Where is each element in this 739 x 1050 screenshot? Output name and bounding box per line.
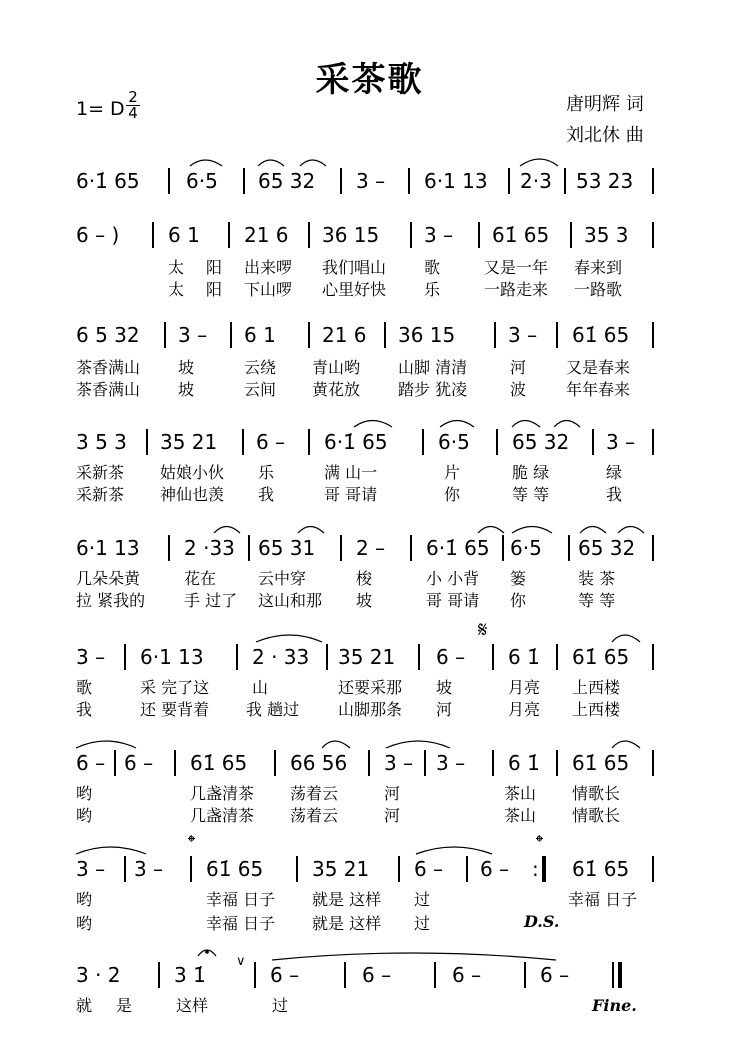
lyric: 采新茶 <box>76 463 125 482</box>
lyric: 脆 绿 <box>512 463 550 482</box>
lyric: 山脚那条 <box>338 700 403 719</box>
lyric: 踏步 犹凌 <box>398 380 468 399</box>
lyric: 神仙也羡 <box>160 485 225 504</box>
lyric: 姑娘小伙 <box>160 463 225 482</box>
slur <box>190 160 222 166</box>
measure: 3 – <box>384 751 414 775</box>
lyric: 是 <box>116 996 133 1015</box>
slur <box>554 421 580 428</box>
tie <box>76 741 136 748</box>
measure: 6 – <box>124 751 154 775</box>
slur <box>618 527 644 534</box>
lyric: 我 趟过 <box>246 700 300 719</box>
measure: 6 1̇ <box>508 751 540 775</box>
lyric: 你 <box>444 485 461 504</box>
lyric: 幸福 日子 <box>568 890 638 909</box>
slur <box>214 527 240 534</box>
measure: 6 – <box>452 963 482 987</box>
measure: 3 – <box>178 323 208 347</box>
lyric: 心里好快 <box>322 280 387 299</box>
tie <box>272 953 556 960</box>
lyric: 乐 <box>424 280 441 299</box>
lyric: 波 <box>510 380 527 399</box>
lyric: 上西楼 <box>572 700 621 719</box>
measure: 6·1 13 <box>140 645 204 669</box>
measure: 6 1 <box>168 223 200 247</box>
lyric: 歌 <box>76 678 93 697</box>
lyric: 就是 这样 <box>312 914 382 933</box>
lyric: 哟 <box>76 806 93 825</box>
measure: 6 1 <box>244 323 276 347</box>
measure: 3 5 3 <box>76 430 127 454</box>
lyric: 青山哟 <box>312 358 361 377</box>
measure: 6 – <box>414 857 444 881</box>
key-signature: 1= D <box>76 98 125 120</box>
slur <box>612 635 640 642</box>
segno-icon: 𝄋 <box>478 618 488 643</box>
lyric: 河 <box>436 700 453 719</box>
measure: 35 3 <box>584 223 629 247</box>
lyric: 又是一年 <box>484 258 549 277</box>
lyric: 坡 <box>178 358 195 377</box>
lyric: 梭 <box>356 569 373 588</box>
measure: 6 – <box>436 645 466 669</box>
lyric: 坡 <box>436 678 453 697</box>
lyric: 我 <box>76 700 93 719</box>
measure: 65 31 <box>258 536 316 560</box>
lyric: 阳 <box>206 258 223 277</box>
lyric: 你 <box>510 591 527 610</box>
measure: 6·5 <box>186 169 218 193</box>
measure: 61̇ 65 <box>572 323 630 347</box>
measure: 2 – <box>356 536 386 560</box>
measure: 3 · 2 <box>76 963 121 987</box>
lyric: 就 <box>76 996 93 1015</box>
lyric: 乐 <box>258 463 275 482</box>
dal-segno-mark: D.S. <box>524 912 560 931</box>
fermata-dot <box>205 950 209 954</box>
slur <box>512 527 552 534</box>
lyric: 装 茶 <box>578 569 616 588</box>
lyric: 月亮 <box>508 700 541 719</box>
lyric: 哟 <box>76 914 93 933</box>
lyric: 过 <box>414 914 431 933</box>
song-title: 采茶歌 <box>315 60 424 100</box>
measure: 35 21 <box>312 857 370 881</box>
lyric: 河 <box>510 358 527 377</box>
lyric: 山脚 清清 <box>398 358 468 377</box>
lyric: 过 <box>272 996 289 1015</box>
measure: 35 21 <box>160 430 218 454</box>
slur <box>298 527 324 534</box>
measure: 6 – <box>540 963 570 987</box>
lyric: 太 <box>168 280 185 299</box>
tie <box>416 847 492 854</box>
lyric: 茶山 <box>504 806 537 825</box>
lyricist-credit: 唐明辉 词 <box>566 94 644 115</box>
lyric: 片 <box>444 463 461 482</box>
time-signature-bottom: 4 <box>128 104 138 122</box>
lyric: 哟 <box>76 784 93 803</box>
lyric: 等 等 <box>578 591 616 610</box>
lyric: 山 <box>252 678 269 697</box>
measure: 6·1 13 <box>424 169 488 193</box>
lyric: 小 小背 <box>426 569 480 588</box>
measure: 6·1̇ 65 <box>426 536 490 560</box>
lyric: 我 <box>258 485 275 504</box>
slur <box>300 160 326 166</box>
lyric: 又是春来 <box>566 358 631 377</box>
lyric: 满 山一 <box>324 463 378 482</box>
lyric: 这山和那 <box>258 591 323 610</box>
measure: 2·3 <box>520 169 552 193</box>
measure: 36 15 <box>398 323 456 347</box>
slur <box>612 741 640 748</box>
slur <box>580 527 606 534</box>
tie <box>76 847 146 854</box>
measure: 21 6 <box>322 323 367 347</box>
lyric: 一路走来 <box>484 280 549 299</box>
measure: 3 – <box>424 223 454 247</box>
slur <box>440 421 474 428</box>
measure: 53 23 <box>576 169 634 193</box>
slur <box>256 635 322 642</box>
lyric: 太 <box>168 258 185 277</box>
measure: 6·5 <box>438 430 470 454</box>
lyric: 一路歌 <box>574 280 623 299</box>
measure: 65 32 <box>258 169 316 193</box>
lyric: 歌 <box>424 258 441 277</box>
measure: 61̇ 65 <box>492 223 550 247</box>
measure: 3 – <box>356 169 386 193</box>
measure: 6·1 13 <box>76 536 140 560</box>
lyric: 几盏清茶 <box>190 806 255 825</box>
measure: 61̇ 65 <box>572 645 630 669</box>
lyric: 幸福 日子 <box>206 914 276 933</box>
lyric: 幸福 日子 <box>206 890 276 909</box>
lyric: 采新茶 <box>76 485 125 504</box>
measure: 6 – <box>480 857 510 881</box>
lyric: 荡着云 <box>290 806 339 825</box>
measure: 61̇ 65 <box>572 751 630 775</box>
lyric: 年年春来 <box>566 380 631 399</box>
measure: 3 – <box>76 645 106 669</box>
lyric: 下山啰 <box>244 280 293 299</box>
lyric: 云绕 <box>244 358 277 377</box>
lyric: 我 <box>606 485 623 504</box>
lyric: 坡 <box>178 380 195 399</box>
lyric: 阳 <box>206 280 223 299</box>
lyric: 篓 <box>510 569 527 588</box>
lyric: 黄花放 <box>312 380 361 399</box>
lyric: 哥 哥请 <box>426 591 480 610</box>
measure: 2 · 33 <box>252 645 310 669</box>
time-signature-top: 2 <box>128 88 138 106</box>
slur <box>322 741 350 748</box>
lyric: 花在 <box>184 569 217 588</box>
measure: 6 – <box>270 963 300 987</box>
measure: 6 – ) <box>76 223 120 247</box>
lyric: 这样 <box>176 996 209 1015</box>
lyric: 等 等 <box>512 485 550 504</box>
measure: 3 – <box>134 857 164 881</box>
lyric: 月亮 <box>508 678 541 697</box>
lyric: 情歌长 <box>572 784 621 803</box>
coda-icon: 𝄌 <box>536 830 543 854</box>
measure: 65 32 <box>578 536 636 560</box>
measure: 61̇ 65 <box>206 857 264 881</box>
lyric: 哥 哥请 <box>324 485 378 504</box>
measure: 35 21 <box>338 645 396 669</box>
measure: 6 – <box>256 430 286 454</box>
measure: 6·5 <box>510 536 542 560</box>
measure: 6 – <box>76 751 106 775</box>
lyric: 我们唱山 <box>322 258 387 277</box>
lyric: 过 <box>414 890 431 909</box>
lyric: 茶香满山 <box>76 358 141 377</box>
lyric: 坡 <box>356 591 373 610</box>
repeat-dots: : <box>532 857 539 881</box>
measure: 3 – <box>508 323 538 347</box>
slur <box>520 159 558 166</box>
measure: 3 – <box>606 430 636 454</box>
lyric: 云中穿 <box>258 569 307 588</box>
measure: 2 ·33 <box>184 536 235 560</box>
slur <box>258 160 284 166</box>
measure: 3 – <box>436 751 466 775</box>
measure: 6 1̇ <box>508 645 540 669</box>
slur <box>512 421 540 428</box>
lyric: 上西楼 <box>572 678 621 697</box>
lyric: 茶山 <box>504 784 537 803</box>
measure: 36 15 <box>322 223 380 247</box>
slur <box>354 421 392 428</box>
tie <box>386 741 450 748</box>
lyric: 还要采那 <box>338 678 403 697</box>
measure: 6·1̇ 65 <box>76 169 140 193</box>
measure: 6 5 32 <box>76 323 140 347</box>
measure: 61̇ 65 <box>190 751 248 775</box>
measure: 6 – <box>362 963 392 987</box>
slur <box>478 527 504 534</box>
lyric: 春来到 <box>574 258 623 277</box>
lyric: 采 完了这 <box>140 678 210 697</box>
measure: 21 6 <box>244 223 289 247</box>
breath-mark-icon: ∨ <box>236 954 246 969</box>
measure: 61̇ 65 <box>572 857 630 881</box>
lyric: 哟 <box>76 890 93 909</box>
measure: 65 32 <box>512 430 570 454</box>
measure: 3 – <box>76 857 106 881</box>
lyric: 绿 <box>606 463 623 482</box>
lyric: 河 <box>384 784 401 803</box>
lyric: 几盏清茶 <box>190 784 255 803</box>
lyric: 情歌长 <box>572 806 621 825</box>
measure: 66 56 <box>290 751 348 775</box>
lyric: 还 要背着 <box>140 700 210 719</box>
lyric: 云间 <box>244 380 277 399</box>
measure: 6·1̇ 65 <box>324 430 388 454</box>
fine-mark: Fine. <box>592 996 637 1015</box>
coda-icon: 𝄌 <box>188 830 195 854</box>
lyric: 几朵朵黄 <box>76 569 141 588</box>
lyric: 茶香满山 <box>76 380 141 399</box>
lyric: 河 <box>384 806 401 825</box>
lyric: 荡着云 <box>290 784 339 803</box>
lyric: 手 过了 <box>184 591 238 610</box>
lyric: 就是 这样 <box>312 890 382 909</box>
composer-credit: 刘北休 曲 <box>566 125 644 146</box>
lyric: 出来啰 <box>244 258 293 277</box>
measure: 3 1̇ <box>174 963 206 987</box>
lyric: 拉 紧我的 <box>76 591 146 610</box>
